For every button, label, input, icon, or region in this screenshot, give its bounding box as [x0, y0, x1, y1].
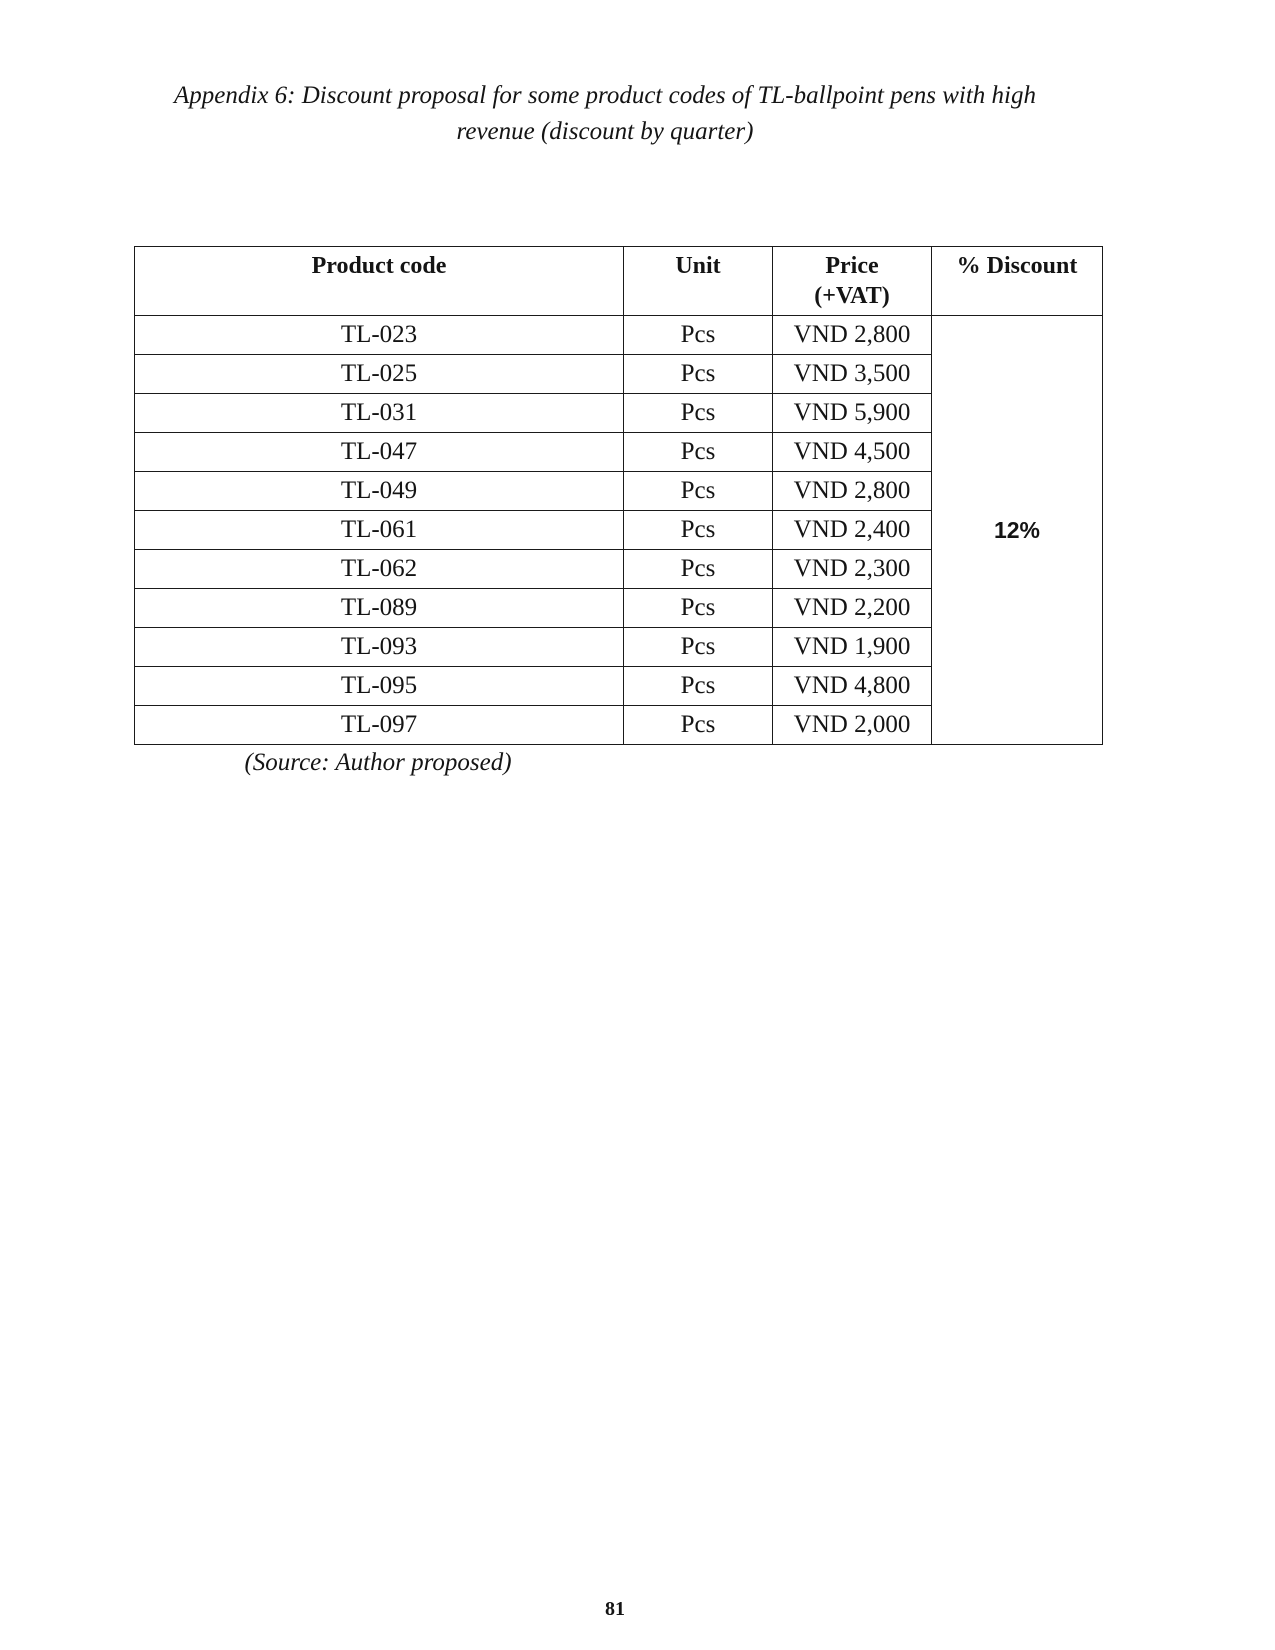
unit-cell: Pcs [624, 628, 773, 667]
table-header-row [135, 247, 1103, 316]
unit-cell: Pcs [624, 589, 773, 628]
table-row [135, 316, 1103, 355]
appendix-caption [110, 78, 1100, 150]
header-product-code: Product code [135, 247, 624, 316]
price-cell: VND 3,500 [773, 355, 932, 394]
unit-cell: Pcs [624, 472, 773, 511]
unit-cell: Pcs [624, 511, 773, 550]
header-unit: Unit [624, 247, 773, 316]
source-note: (Source: Author proposed) [244, 749, 512, 776]
page-number: 81 [605, 1598, 625, 1620]
price-cell: VND 2,800 [773, 316, 932, 355]
unit-cell: Pcs [624, 550, 773, 589]
product-code-cell: TL-062 [135, 550, 624, 589]
header-discount: % Discount [932, 247, 1103, 316]
table-body [135, 316, 1103, 745]
price-cell: VND 1,900 [773, 628, 932, 667]
price-cell: VND 2,800 [773, 472, 932, 511]
unit-cell: Pcs [624, 316, 773, 355]
discount-cell: 12% [932, 316, 1103, 745]
product-code-cell: TL-049 [135, 472, 624, 511]
unit-cell: Pcs [624, 394, 773, 433]
product-code-cell: TL-031 [135, 394, 624, 433]
price-cell: VND 2,400 [773, 511, 932, 550]
product-code-cell: TL-089 [135, 589, 624, 628]
price-cell: VND 5,900 [773, 394, 932, 433]
caption-line-2: revenue (discount by quarter) [456, 118, 754, 145]
unit-cell: Pcs [624, 667, 773, 706]
header-price: Price (+VAT) [773, 247, 932, 316]
price-cell: VND 2,000 [773, 706, 932, 745]
product-code-cell: TL-025 [135, 355, 624, 394]
product-code-cell: TL-023 [135, 316, 624, 355]
product-code-cell: TL-095 [135, 667, 624, 706]
unit-cell: Pcs [624, 355, 773, 394]
product-code-cell: TL-061 [135, 511, 624, 550]
price-cell: VND 4,500 [773, 433, 932, 472]
caption-line-1: Appendix 6: Discount proposal for some product codes of TL-ballpoint pens with high [174, 82, 1036, 109]
product-code-cell: TL-097 [135, 706, 624, 745]
price-cell: VND 4,800 [773, 667, 932, 706]
product-code-cell: TL-047 [135, 433, 624, 472]
product-code-cell: TL-093 [135, 628, 624, 667]
price-cell: VND 2,200 [773, 589, 932, 628]
unit-cell: Pcs [624, 706, 773, 745]
price-cell: VND 2,300 [773, 550, 932, 589]
discount-table [134, 246, 1103, 745]
unit-cell: Pcs [624, 433, 773, 472]
